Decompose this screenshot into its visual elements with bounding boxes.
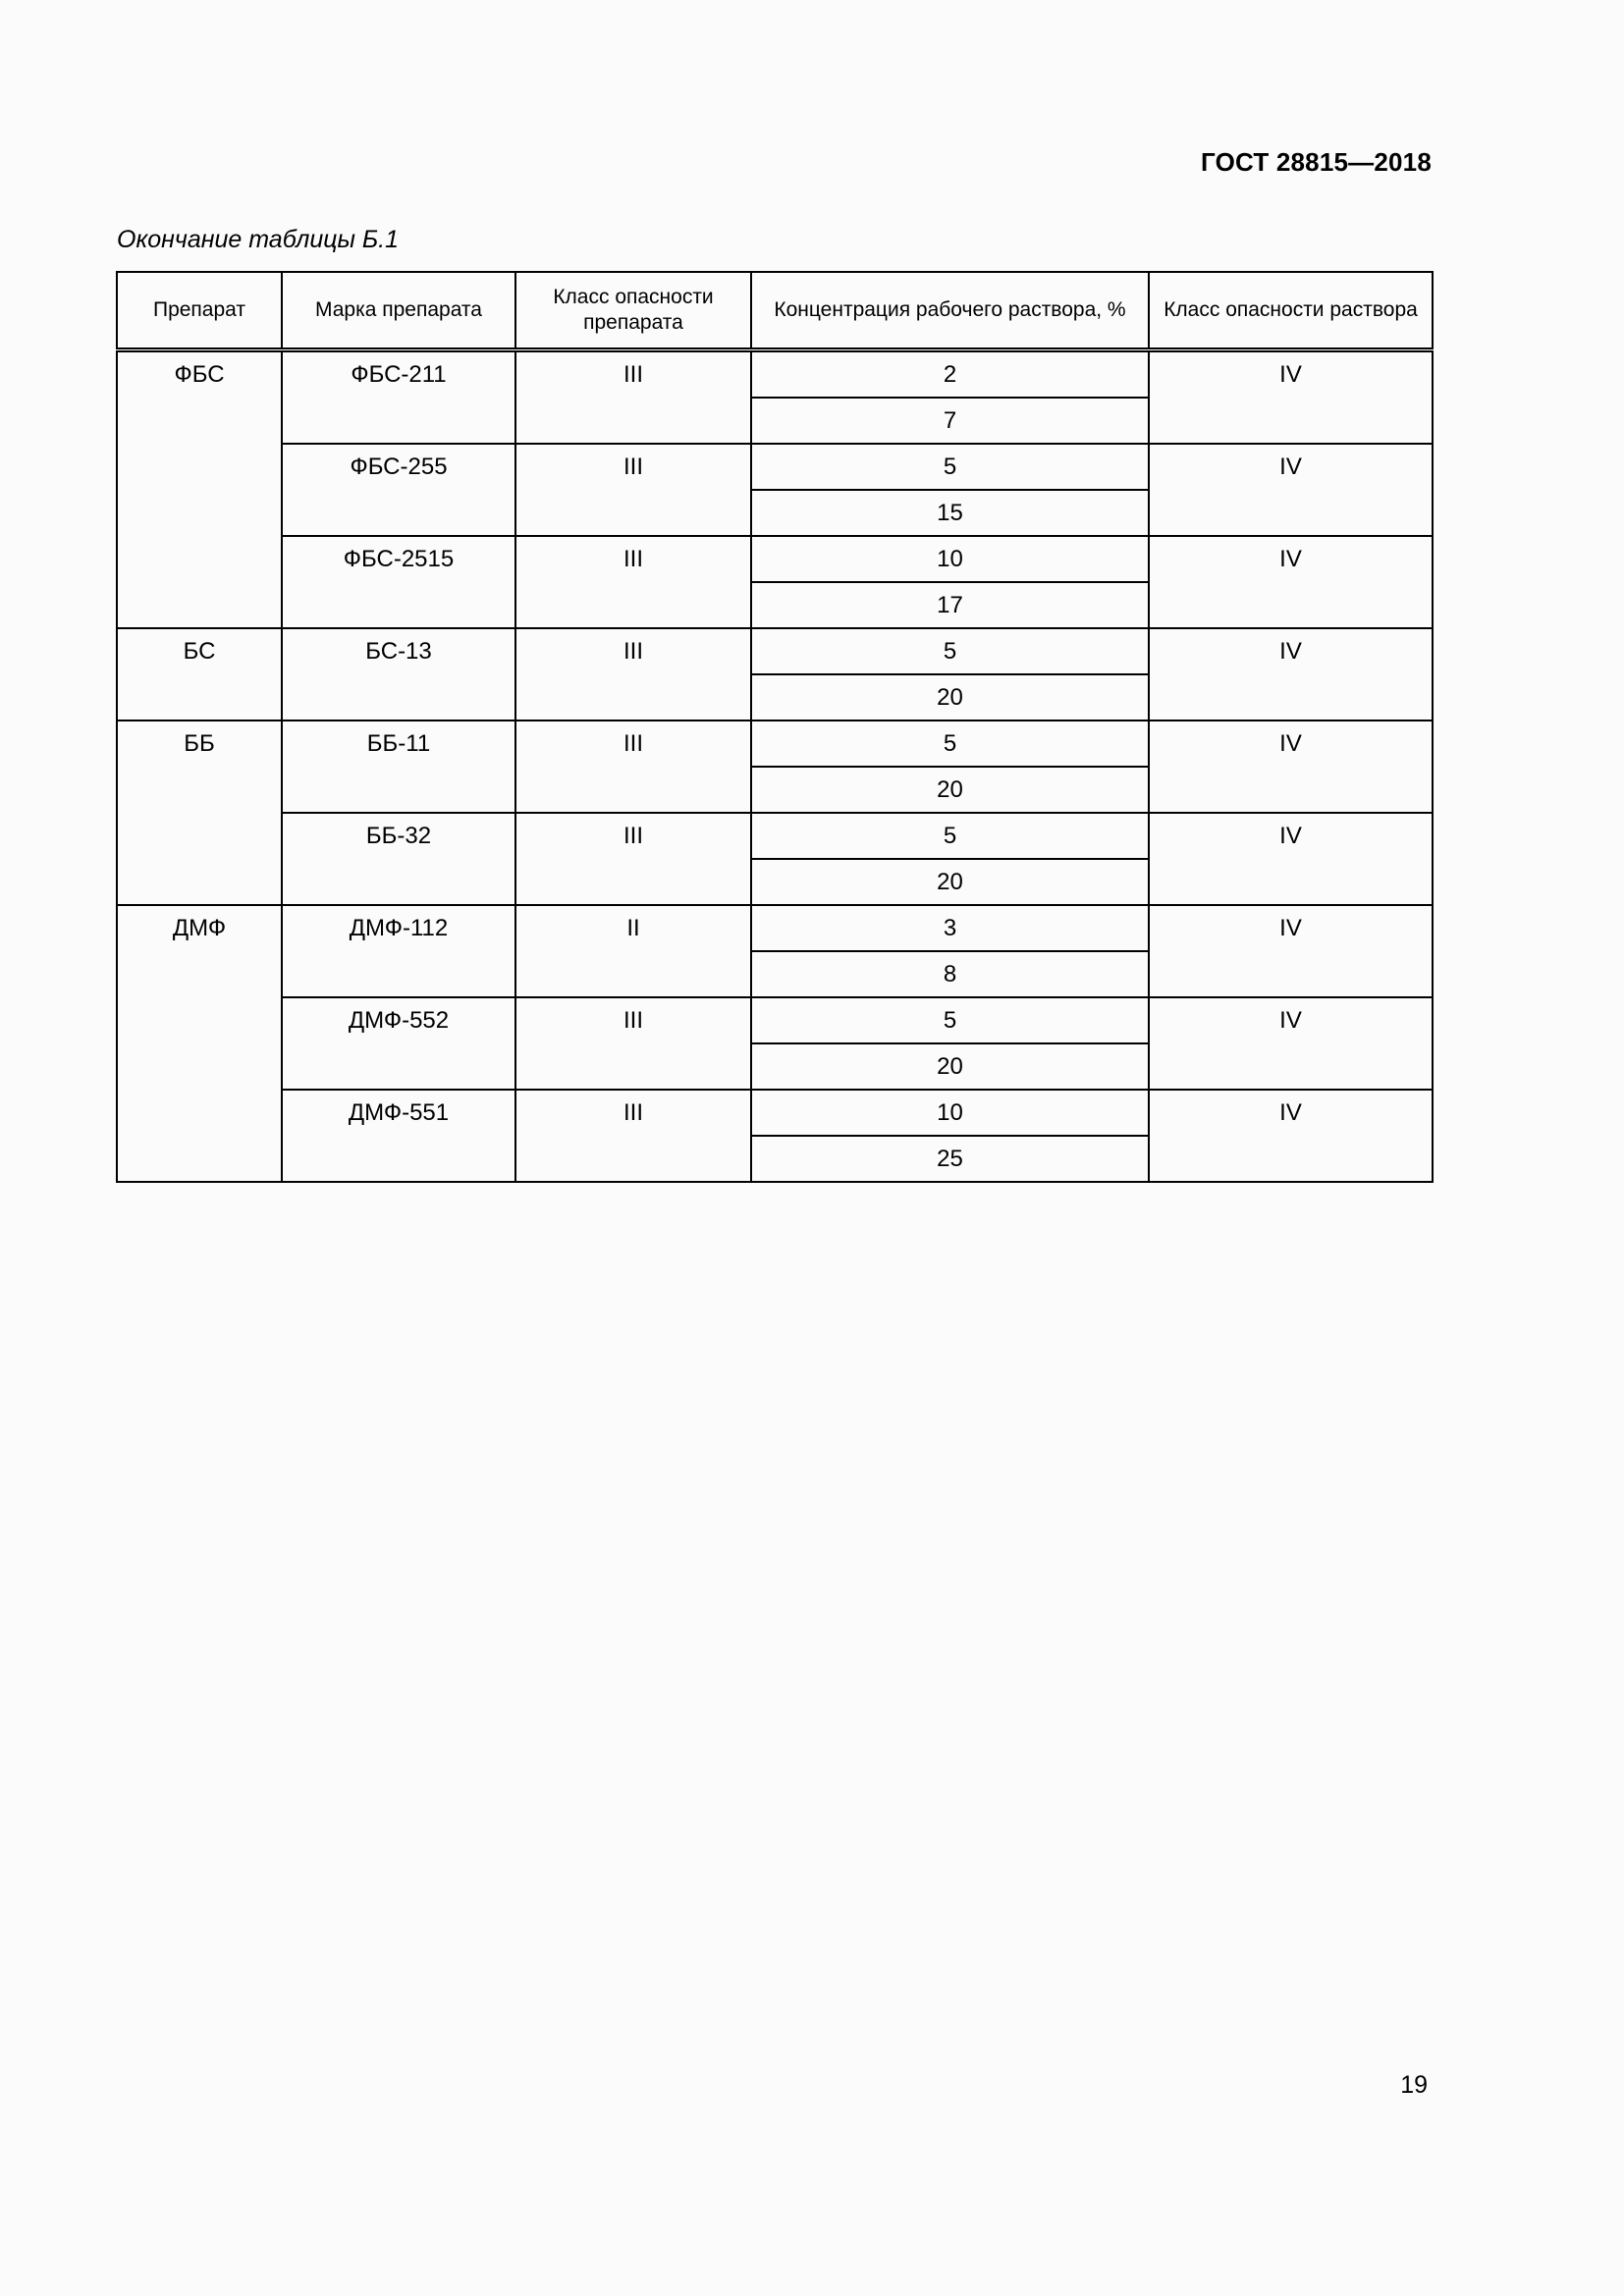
- brand-cell: ДМФ-551: [282, 1090, 515, 1182]
- preparation-hazard-cell: III: [515, 350, 751, 445]
- concentration-cell: 5: [751, 628, 1149, 674]
- table-row: [117, 628, 1433, 674]
- solution-hazard-cell: IV: [1149, 628, 1433, 721]
- concentration-cell: 5: [751, 721, 1149, 767]
- solution-hazard-cell: IV: [1149, 905, 1433, 997]
- column-header-preparation: Препарат: [117, 272, 282, 350]
- solution-hazard-cell: IV: [1149, 536, 1433, 628]
- brand-cell: ФБС-2515: [282, 536, 515, 628]
- preparation-cell: ДМФ: [117, 905, 282, 1182]
- brand-cell: ДМФ-112: [282, 905, 515, 997]
- column-header-preparation-hazard: Класс опасности препарата: [515, 272, 751, 350]
- table-body: [117, 350, 1433, 1183]
- page-number: 19: [1400, 2071, 1428, 2099]
- data-table: [116, 271, 1434, 1183]
- concentration-cell: 25: [751, 1136, 1149, 1182]
- concentration-cell: 15: [751, 490, 1149, 536]
- solution-hazard-cell: IV: [1149, 813, 1433, 905]
- solution-hazard-cell: IV: [1149, 721, 1433, 813]
- concentration-cell: 10: [751, 1090, 1149, 1136]
- column-header-brand: Марка препарата: [282, 272, 515, 350]
- document-code: ГОСТ 28815—2018: [1201, 147, 1432, 177]
- column-header-concentration: Концентрация рабочего раствора, %: [751, 272, 1149, 350]
- concentration-cell: 8: [751, 951, 1149, 997]
- solution-hazard-cell: IV: [1149, 1090, 1433, 1182]
- preparation-hazard-cell: II: [515, 905, 751, 997]
- table-row: [117, 350, 1433, 399]
- table-row: [117, 444, 1433, 490]
- concentration-cell: 2: [751, 350, 1149, 399]
- concentration-cell: 17: [751, 582, 1149, 628]
- table-row: [117, 1090, 1433, 1136]
- solution-hazard-cell: IV: [1149, 444, 1433, 536]
- table-row: [117, 813, 1433, 859]
- concentration-cell: 10: [751, 536, 1149, 582]
- concentration-cell: 5: [751, 813, 1149, 859]
- preparation-cell: ББ: [117, 721, 282, 905]
- preparation-hazard-cell: III: [515, 813, 751, 905]
- solution-hazard-cell: IV: [1149, 350, 1433, 445]
- preparation-hazard-cell: III: [515, 628, 751, 721]
- concentration-cell: 20: [751, 859, 1149, 905]
- concentration-cell: 5: [751, 444, 1149, 490]
- brand-cell: ДМФ-552: [282, 997, 515, 1090]
- table-row: [117, 997, 1433, 1043]
- column-header-solution-hazard: Класс опасности раствора: [1149, 272, 1433, 350]
- brand-cell: ББ-11: [282, 721, 515, 813]
- table-header-row: [117, 272, 1433, 350]
- concentration-cell: 5: [751, 997, 1149, 1043]
- table-row: [117, 536, 1433, 582]
- brand-cell: ФБС-255: [282, 444, 515, 536]
- solution-hazard-cell: IV: [1149, 997, 1433, 1090]
- table-row: [117, 905, 1433, 951]
- table-caption: Окончание таблицы Б.1: [117, 226, 399, 253]
- preparation-cell: БС: [117, 628, 282, 721]
- preparation-hazard-cell: III: [515, 997, 751, 1090]
- preparation-hazard-cell: III: [515, 536, 751, 628]
- brand-cell: ББ-32: [282, 813, 515, 905]
- concentration-cell: 20: [751, 767, 1149, 813]
- concentration-cell: 20: [751, 1043, 1149, 1090]
- preparation-hazard-cell: III: [515, 721, 751, 813]
- concentration-cell: 20: [751, 674, 1149, 721]
- brand-cell: БС-13: [282, 628, 515, 721]
- table-row: [117, 721, 1433, 767]
- brand-cell: ФБС-211: [282, 350, 515, 445]
- preparation-cell: ФБС: [117, 350, 282, 629]
- preparation-hazard-cell: III: [515, 1090, 751, 1182]
- preparation-hazard-cell: III: [515, 444, 751, 536]
- concentration-cell: 3: [751, 905, 1149, 951]
- concentration-cell: 7: [751, 398, 1149, 444]
